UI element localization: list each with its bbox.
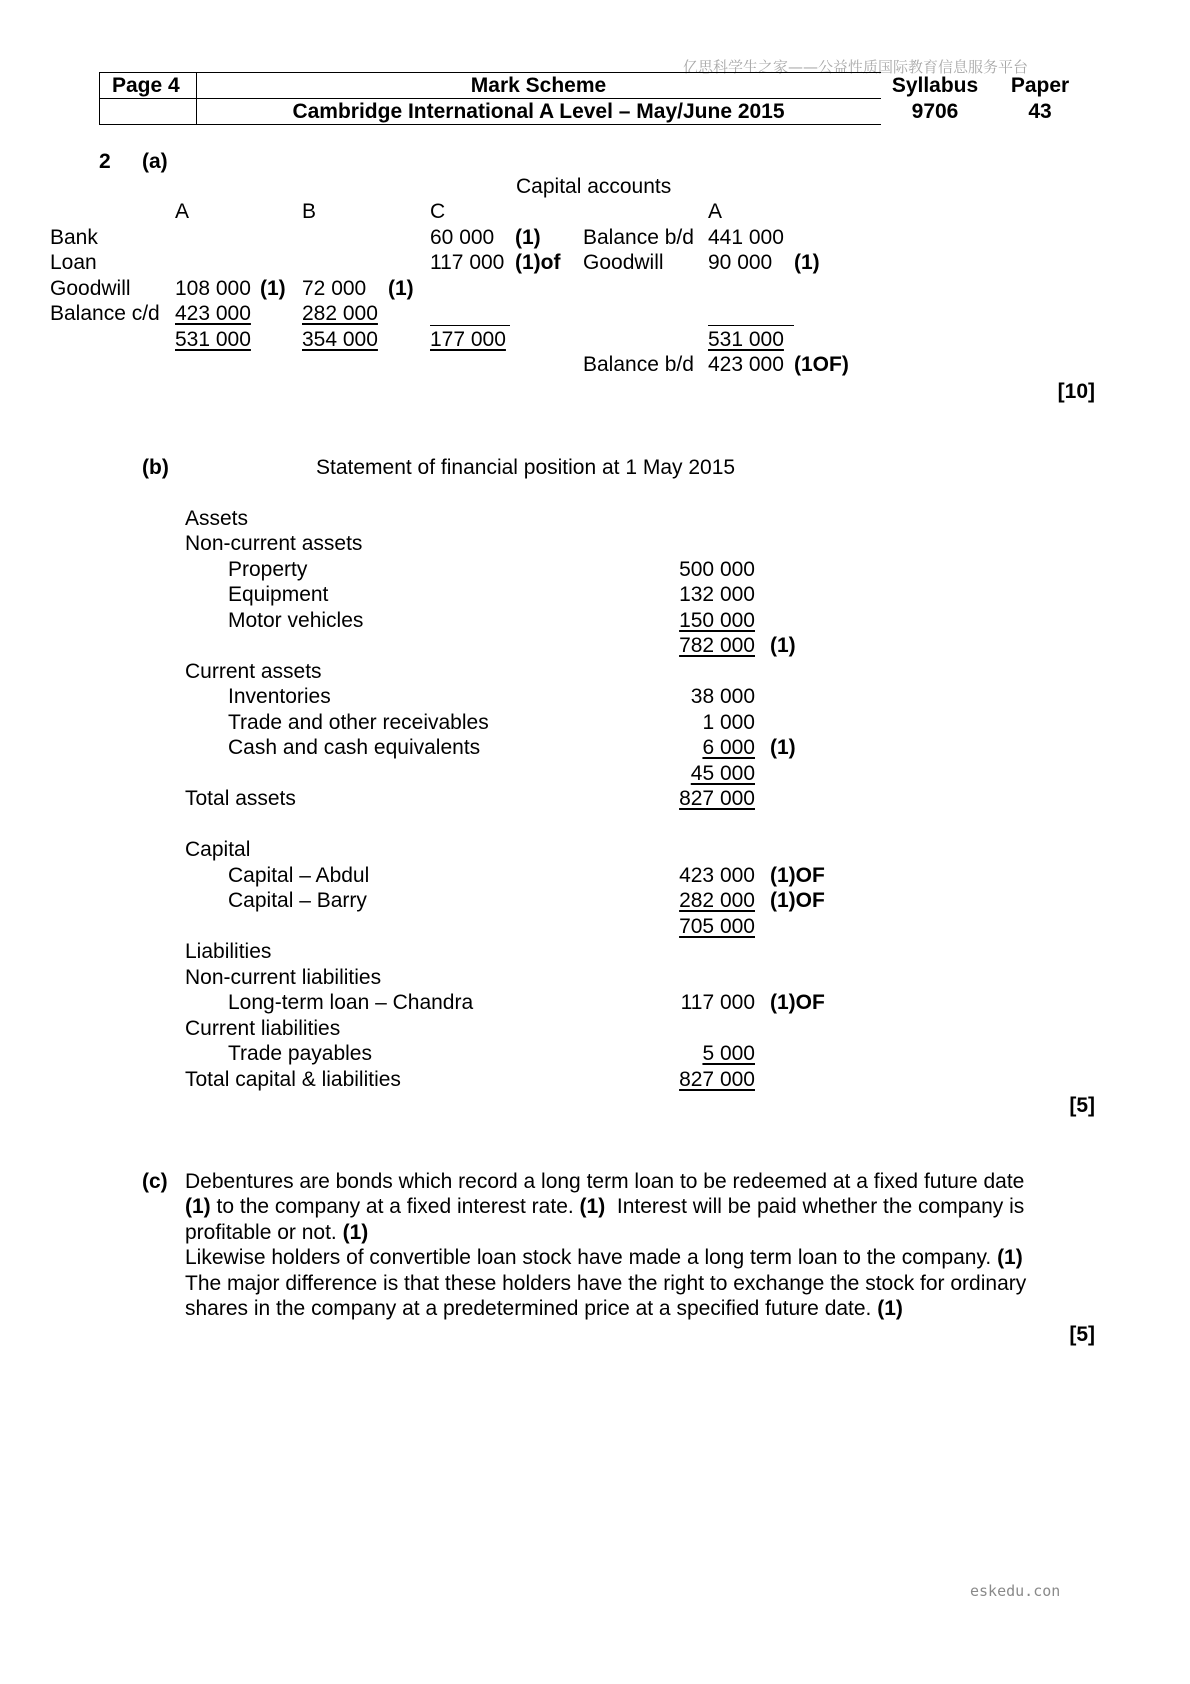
capital-abdul-mark: (1)OF xyxy=(770,864,825,887)
part-c-line-2-text-1: to the company at a fixed interest rate. xyxy=(210,1195,580,1218)
receivables-label: Trade and other receivables xyxy=(228,711,489,734)
total-a: 531 000 xyxy=(175,328,251,351)
cash-value: 6 000 xyxy=(702,736,755,759)
motor-vehicles-value: 150 000 xyxy=(679,609,755,632)
goodwill-a-mark: (1) xyxy=(260,277,286,300)
balance-cd-a-value: 423 000 xyxy=(175,302,251,325)
current-liabilities-heading: Current liabilities xyxy=(185,1017,341,1040)
motor-vehicles-label: Motor vehicles xyxy=(228,609,364,632)
capital-barry-value: 282 000 xyxy=(679,889,755,912)
balance-cd-b-value: 282 000 xyxy=(302,302,378,325)
nca-total-mark: (1) xyxy=(770,634,796,657)
balance-bd-mark: (1OF) xyxy=(794,353,849,376)
part-c-line-6-mark: (1) xyxy=(877,1297,903,1320)
part-c-label: (c) xyxy=(142,1170,168,1193)
part-c-line-4-mark: (1) xyxy=(997,1246,1023,1269)
goodwill-b-value: 72 000 xyxy=(302,277,367,300)
assets-heading: Assets xyxy=(185,507,249,530)
part-c-line-6-text: shares in the company at a predetermined price at a specified future date. xyxy=(185,1297,878,1320)
capital-total-value: 705 000 xyxy=(679,915,755,938)
total-b: 354 000 xyxy=(302,328,378,351)
equipment-value: 132 000 xyxy=(679,583,755,606)
part-c-line-4-text: Likewise holders of convertible loan stock have made a long term loan to the company. xyxy=(185,1246,998,1269)
part-b-marks: [5] xyxy=(1069,1094,1095,1117)
total-cap-liab-value: 827 000 xyxy=(679,1068,755,1091)
current-assets-heading: Current assets xyxy=(185,660,322,683)
header-bottom-rule xyxy=(99,124,881,125)
balance-cd-right-blank-rule xyxy=(708,325,794,326)
right-goodwill-mark: (1) xyxy=(794,251,820,274)
part-c-line-5: The major difference is that these holders have the right to exchange the stock for ordinary xyxy=(185,1272,1027,1295)
capital-heading: Capital xyxy=(185,838,251,861)
cash-label: Cash and cash equivalents xyxy=(228,736,481,759)
total-a-right: 531 000 xyxy=(708,328,784,351)
footer-site: eskedu.con xyxy=(970,1582,1061,1600)
capital-barry-label: Capital – Barry xyxy=(228,889,367,912)
balance-bd-label: Balance b/d xyxy=(583,353,694,376)
header-subtitle: Cambridge International A Level – May/June 2015 xyxy=(292,100,785,123)
loan-chandra-mark: (1)OF xyxy=(770,991,825,1014)
liabilities-heading: Liabilities xyxy=(185,940,272,963)
col-header-c: C xyxy=(430,200,446,223)
total-assets-label: Total assets xyxy=(185,787,296,810)
part-b-label: (b) xyxy=(142,456,169,479)
part-c-line-4 xyxy=(185,1246,1023,1270)
part-c-marks: [5] xyxy=(1069,1323,1095,1346)
right-label-balance-bd: Balance b/d xyxy=(583,226,694,249)
loan-c-mark: (1)of xyxy=(515,251,561,274)
part-c-line-2-mark-1: (1) xyxy=(185,1195,211,1218)
part-c-line-3-text: profitable or not. xyxy=(185,1221,343,1244)
goodwill-b-mark: (1) xyxy=(388,277,414,300)
bank-c-mark: (1) xyxy=(515,226,541,249)
balance-bd-value: 423 000 xyxy=(708,353,784,376)
total-assets-value: 827 000 xyxy=(679,787,755,810)
capital-abdul-value: 423 000 xyxy=(679,864,755,887)
page-number: Page 4 xyxy=(112,74,180,97)
part-a-marks: [10] xyxy=(1057,380,1095,403)
row-label-goodwill: Goodwill xyxy=(50,277,131,300)
header-title: Mark Scheme xyxy=(470,74,607,97)
receivables-value: 1 000 xyxy=(702,711,755,734)
balance-cd-c-blank-rule xyxy=(430,325,510,326)
loan-chandra-value: 117 000 xyxy=(680,991,755,1014)
loan-c-value: 117 000 xyxy=(430,251,505,274)
row-label-loan: Loan xyxy=(50,251,97,274)
paper-label: Paper xyxy=(1010,74,1070,97)
bank-c-value: 60 000 xyxy=(430,226,495,249)
syllabus-value: 9706 xyxy=(911,100,959,123)
trade-payables-label: Trade payables xyxy=(228,1042,372,1065)
part-c-line-3-mark: (1) xyxy=(342,1221,369,1244)
goodwill-a-value: 108 000 xyxy=(175,277,251,300)
total-cap-liab-label: Total capital & liabilities xyxy=(185,1068,401,1091)
part-c-line-3 xyxy=(185,1221,368,1245)
right-a-goodwill: 90 000 xyxy=(708,251,773,274)
equipment-label: Equipment xyxy=(228,583,329,606)
nca-total-value: 782 000 xyxy=(679,634,755,657)
cash-mark: (1) xyxy=(770,736,796,759)
row-label-bank: Bank xyxy=(50,226,98,249)
part-c-line-2-mark-2: (1) xyxy=(579,1195,606,1218)
non-current-liabilities-heading: Non-current liabilities xyxy=(185,966,382,989)
header-top-rule xyxy=(99,72,881,73)
property-value: 500 000 xyxy=(679,558,755,581)
capital-abdul-label: Capital – Abdul xyxy=(228,864,370,887)
capital-barry-mark: (1)OF xyxy=(770,889,825,912)
col-header-a-right: A xyxy=(708,200,723,223)
header-mid-rule xyxy=(99,98,881,99)
inventories-value: 38 000 xyxy=(690,685,755,708)
inventories-label: Inventories xyxy=(228,685,331,708)
part-c-line-2-text-2: Interest will be paid whether the company is xyxy=(605,1195,1025,1218)
right-label-goodwill: Goodwill xyxy=(583,251,664,274)
header-left-rule xyxy=(99,72,100,124)
right-a-balance-bd: 441 000 xyxy=(708,226,784,249)
syllabus-label: Syllabus xyxy=(891,74,979,97)
trade-payables-value: 5 000 xyxy=(702,1042,755,1065)
part-c-line-1: Debentures are bonds which record a long term loan to be redeemed at a fixed future date xyxy=(185,1170,1025,1193)
row-label-balance-cd: Balance c/d xyxy=(50,302,160,325)
col-header-b: B xyxy=(302,200,317,223)
question-number: 2 xyxy=(99,150,111,173)
part-a-label: (a) xyxy=(142,150,168,173)
non-current-assets-heading: Non-current assets xyxy=(185,532,363,555)
capital-accounts-title: Capital accounts xyxy=(516,175,672,198)
total-c: 177 000 xyxy=(430,328,506,351)
ca-total-value: 45 000 xyxy=(690,762,755,785)
col-header-a: A xyxy=(175,200,190,223)
part-c-line-6 xyxy=(185,1297,903,1321)
loan-chandra-label: Long-term loan – Chandra xyxy=(228,991,474,1014)
paper-value: 43 xyxy=(1028,100,1052,123)
part-c-line-2 xyxy=(185,1195,1024,1219)
watermark-text: 亿思科学生之家——公益性质国际教育信息服务平台 xyxy=(683,58,1029,76)
property-label: Property xyxy=(228,558,308,581)
sfp-title: Statement of financial position at 1 May 2015 xyxy=(316,456,736,479)
